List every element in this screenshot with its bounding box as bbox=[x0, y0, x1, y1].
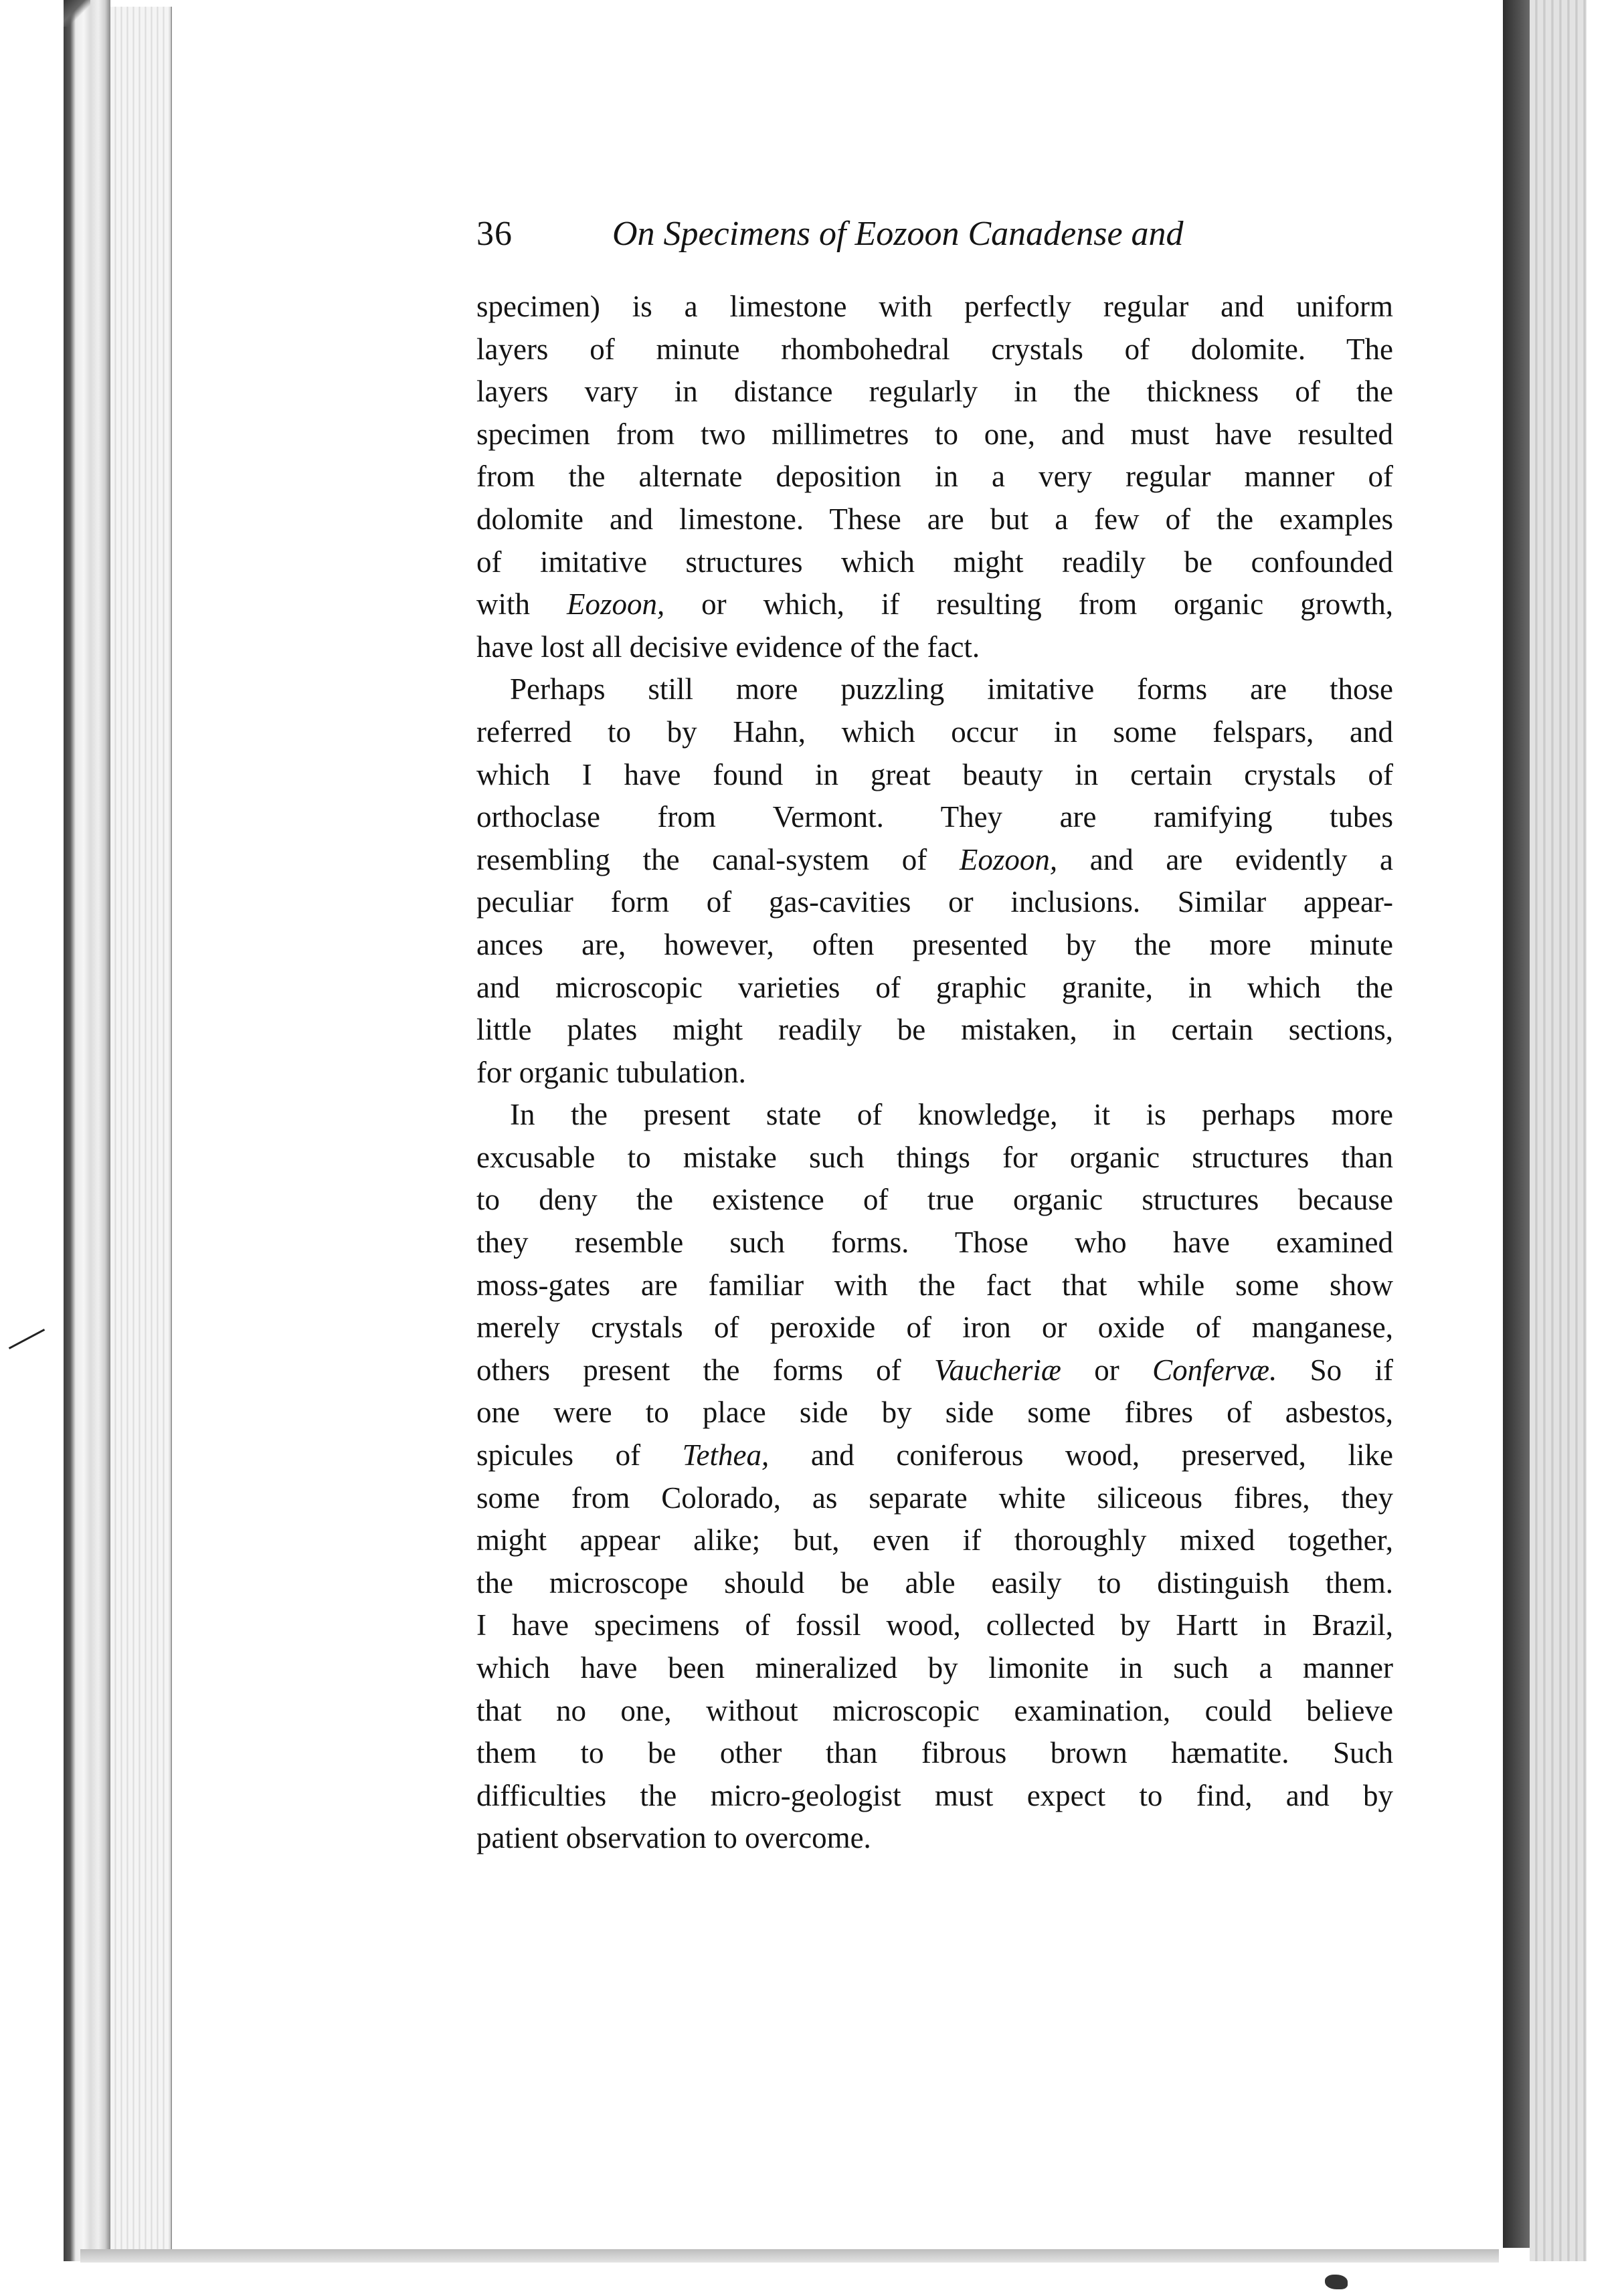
scan-smudge bbox=[1325, 2275, 1348, 2289]
text-line: layers vary in distance regularly in the thickness of the bbox=[476, 375, 1393, 409]
text-line: might appear alike; but, even if thoroughly mixed together, bbox=[476, 1523, 1393, 1557]
text-line: some from Colorado, as separate white siliceous fibres, they bbox=[476, 1480, 1393, 1515]
text-line: the microscope should be able easily to distinguish them. bbox=[476, 1565, 1393, 1600]
running-head bbox=[476, 214, 1393, 268]
text-line: spicules of Tethea, and coniferous wood, preserved, like bbox=[476, 1438, 1393, 1472]
body-text bbox=[476, 286, 1393, 1860]
text-line: them to be other than fibrous brown hæmatite. Such bbox=[476, 1736, 1393, 1770]
text-line: patient observation to overcome. bbox=[476, 1821, 871, 1855]
italic-term: Confervæ. bbox=[1152, 1353, 1277, 1387]
book-edge-bottom bbox=[80, 2249, 1499, 2263]
paragraph bbox=[476, 668, 1393, 1094]
text-line: from the alternate deposition in a very regular manner of bbox=[476, 460, 1393, 494]
margin-pencil-mark bbox=[9, 1329, 45, 1349]
text-line: little plates might readily be mistaken, in certain sections, bbox=[476, 1013, 1393, 1047]
text-line: specimen from two millimetres to one, and must have resulted bbox=[476, 417, 1393, 451]
text-line: to deny the existence of true organic structures because bbox=[476, 1183, 1393, 1217]
text-line: of imitative structures which might readily be confounded bbox=[476, 545, 1393, 579]
page-stack-left bbox=[110, 7, 172, 2255]
book-edge-left bbox=[64, 0, 110, 2261]
text-line: resembling the canal-system of Eozoon, and are evidently a bbox=[476, 842, 1393, 876]
book-gutter-right bbox=[1503, 0, 1530, 2248]
text-line: referred to by Hahn, which occur in some felspars, and bbox=[476, 714, 1393, 749]
text-line: dolomite and limestone. These are but a few of the examples bbox=[476, 502, 1393, 536]
paragraph bbox=[476, 1094, 1393, 1860]
text-line: peculiar form of gas-cavities or inclusions. Similar appear- bbox=[476, 885, 1393, 919]
scan-margin-right bbox=[1587, 0, 1622, 2296]
text-line: layers of minute rhombohedral crystals of dolomite. The bbox=[476, 332, 1393, 366]
text-line: In the present state of knowledge, it is perhaps more bbox=[510, 1098, 1393, 1132]
text-line: for organic tubulation. bbox=[476, 1055, 746, 1089]
page-stack-right bbox=[1530, 0, 1587, 2261]
italic-term: Eozoon, bbox=[566, 587, 665, 621]
text-line: one were to place side by side some fibres of asbestos, bbox=[476, 1396, 1393, 1430]
text-line: that no one, without microscopic examination, could believe bbox=[476, 1693, 1393, 1727]
italic-term: Tethea, bbox=[682, 1438, 770, 1472]
italic-term: Vaucheriæ bbox=[933, 1353, 1061, 1387]
text-line: have lost all decisive evidence of the fact. bbox=[476, 630, 980, 664]
page-number: 36 bbox=[476, 215, 513, 253]
italic-term: Eozoon, bbox=[959, 842, 1058, 876]
text-line: with Eozoon, or which, if resulting from organic growth, bbox=[476, 587, 1393, 621]
text-line: which I have found in great beauty in certain crystals of bbox=[476, 757, 1393, 791]
text-line: orthoclase from Vermont. They are ramifying tubes bbox=[476, 800, 1393, 834]
text-line: excusable to mistake such things for organic structures than bbox=[476, 1140, 1393, 1174]
book-page bbox=[476, 214, 1393, 1860]
text-line: specimen) is a limestone with perfectly regular and uniform bbox=[476, 290, 1393, 323]
text-line: Perhaps still more puzzling imitative forms are those bbox=[510, 672, 1393, 706]
text-line: and microscopic varieties of graphic granite, in which the bbox=[476, 970, 1393, 1004]
book-corner-fold bbox=[64, 0, 90, 27]
text-line: moss-gates are familiar with the fact that while some show bbox=[476, 1268, 1393, 1302]
text-line: I have specimens of fossil wood, collected by Hartt in Brazil, bbox=[476, 1608, 1393, 1642]
text-line: ances are, however, often presented by the more minute bbox=[476, 927, 1393, 961]
text-line: they resemble such forms. Those who have examined bbox=[476, 1226, 1393, 1260]
text-line: which have been mineralized by limonite in such a manner bbox=[476, 1651, 1393, 1685]
text-line: others present the forms of Vaucheriæ or Confervæ. So if bbox=[476, 1353, 1393, 1387]
text-line: merely crystals of peroxide of iron or oxide of manganese, bbox=[476, 1311, 1393, 1345]
paragraph bbox=[476, 286, 1393, 668]
text-line: difficulties the micro-geologist must expect to find, and by bbox=[476, 1778, 1393, 1812]
running-title: On Specimens of Eozoon Canadense and bbox=[612, 215, 1184, 253]
